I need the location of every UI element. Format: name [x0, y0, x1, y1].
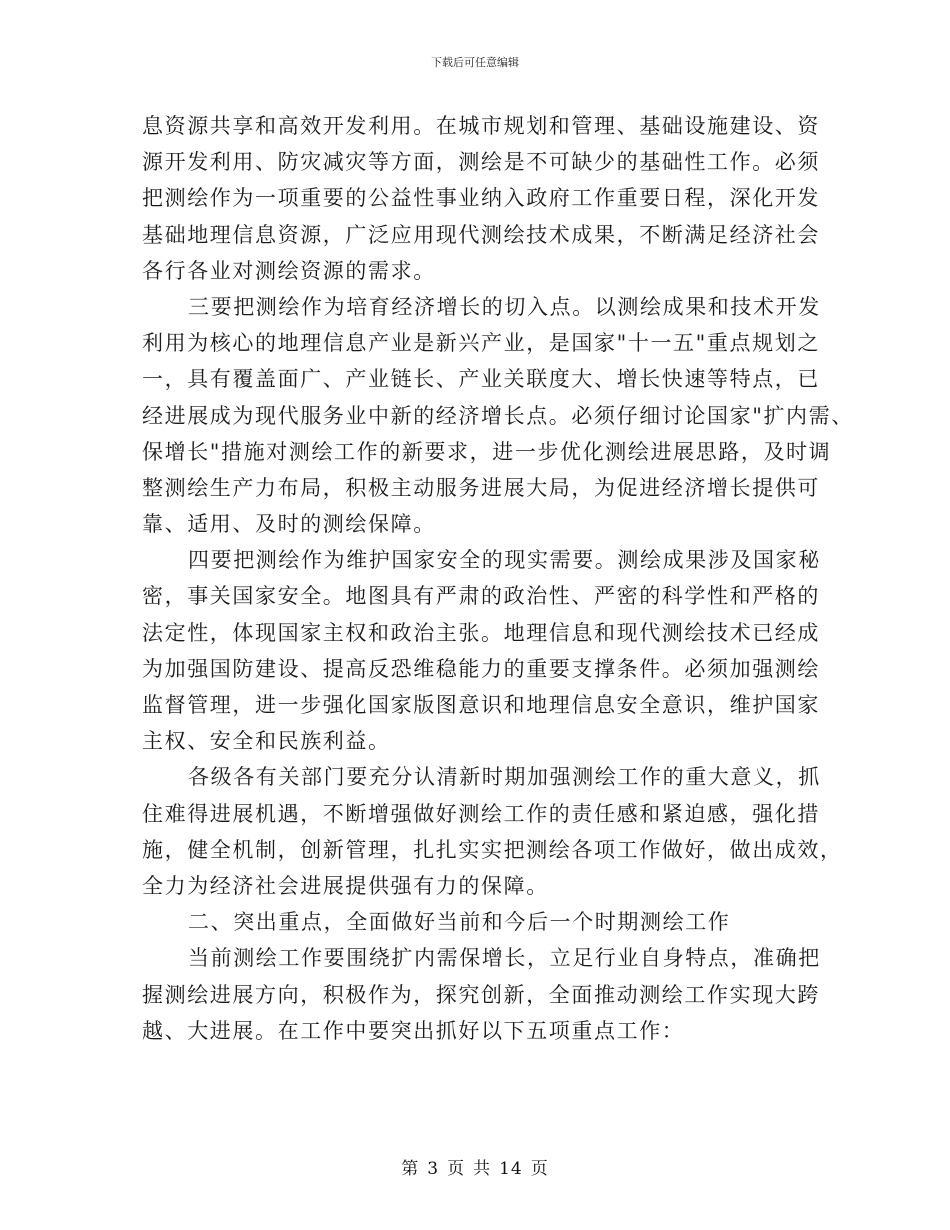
text-line: 为加强国防建设、提高反恐维稳能力的重要支撑条件。必须加强测绘	[142, 656, 820, 681]
text-line: 把测绘作为一项重要的公益性事业纳入政府工作重要日程，深化开发	[142, 186, 820, 211]
text-line: 利用为核心的地理信息产业是新兴产业，是国家"十一五"重点规划之	[142, 331, 820, 356]
text-line: 基础地理信息资源，广泛应用现代测绘技术成果，不断满足经济社会	[142, 222, 820, 247]
footer-total-word: 共	[473, 1159, 492, 1179]
page-number: 3	[427, 1159, 440, 1179]
paragraph-start-line: 三要把测绘作为培育经济增长的切入点。以测绘成果和技术开发	[188, 294, 821, 319]
footer-suffix: 页	[530, 1159, 549, 1179]
text-line: 握测绘进展方向，积极作为，探究创新，全面推动测绘工作实现大跨	[142, 982, 820, 1007]
paragraph-start-line: 各级各有关部门要充分认清新时期加强测绘工作的重大意义，抓	[188, 765, 821, 790]
document-body	[142, 108, 854, 1049]
paragraph-start-line: 当前测绘工作要围绕扩内需保增长，立足行业自身特点，准确把	[188, 946, 821, 971]
text-line: 全力为经济社会进展提供强有力的保障。	[142, 873, 549, 898]
section-heading: 二、突出重点，全面做好当前和今后一个时期测绘工作	[188, 910, 731, 935]
text-line: 一，具有覆盖面广、产业链长、产业关联度大、增长快速等特点，已	[142, 367, 820, 392]
page-total: 14	[499, 1159, 523, 1179]
text-line: 经进展成为现代服务业中新的经济增长点。必须仔细讨论国家"扩内需、	[142, 403, 854, 428]
text-line: 密，事关国家安全。地图具有严肃的政治性、严密的科学性和严格的	[142, 584, 820, 609]
page-header: 下载后可任意编辑	[431, 56, 519, 69]
footer-page-word: 页	[447, 1159, 466, 1179]
text-line: 各行各业对测绘资源的需求。	[142, 258, 436, 283]
text-line: 监督管理，进一步强化国家版图意识和地理信息安全意识，维护国家	[142, 693, 820, 717]
text-line: 保增长"措施对测绘工作的新要求，进一步优化测绘进展思路，及时调	[142, 439, 832, 464]
text-line: 息资源共享和高效开发利用。在城市规划和管理、基础设施建设、资	[142, 114, 820, 138]
text-line: 住难得进展机遇，不断增强做好测绘工作的责任感和紧迫感，强化措	[142, 801, 820, 826]
footer-prefix: 第	[401, 1159, 420, 1179]
text-line: 法定性，体现国家主权和政治主张。地理信息和现代测绘技术已经成	[142, 620, 820, 645]
text-line: 主权、安全和民族利益。	[142, 729, 391, 754]
page-footer	[0, 1154, 950, 1179]
text-line: 越、大进展。在工作中要突出抓好以下五项重点工作：	[142, 1018, 685, 1043]
text-line: 靠、适用、及时的测绘保障。	[142, 512, 436, 537]
paragraph-start-line: 四要把测绘作为维护国家安全的现实需要。测绘成果涉及国家秘	[188, 548, 821, 573]
text-line: 源开发利用、防灾减灾等方面，测绘是不可缺少的基础性工作。必须	[142, 150, 820, 175]
text-line: 整测绘生产力布局，积极主动服务进展大局，为促进经济增长提供可	[142, 475, 820, 500]
text-line: 施，健全机制，创新管理，扎扎实实把测绘各项工作做好，做出成效，	[142, 837, 843, 862]
